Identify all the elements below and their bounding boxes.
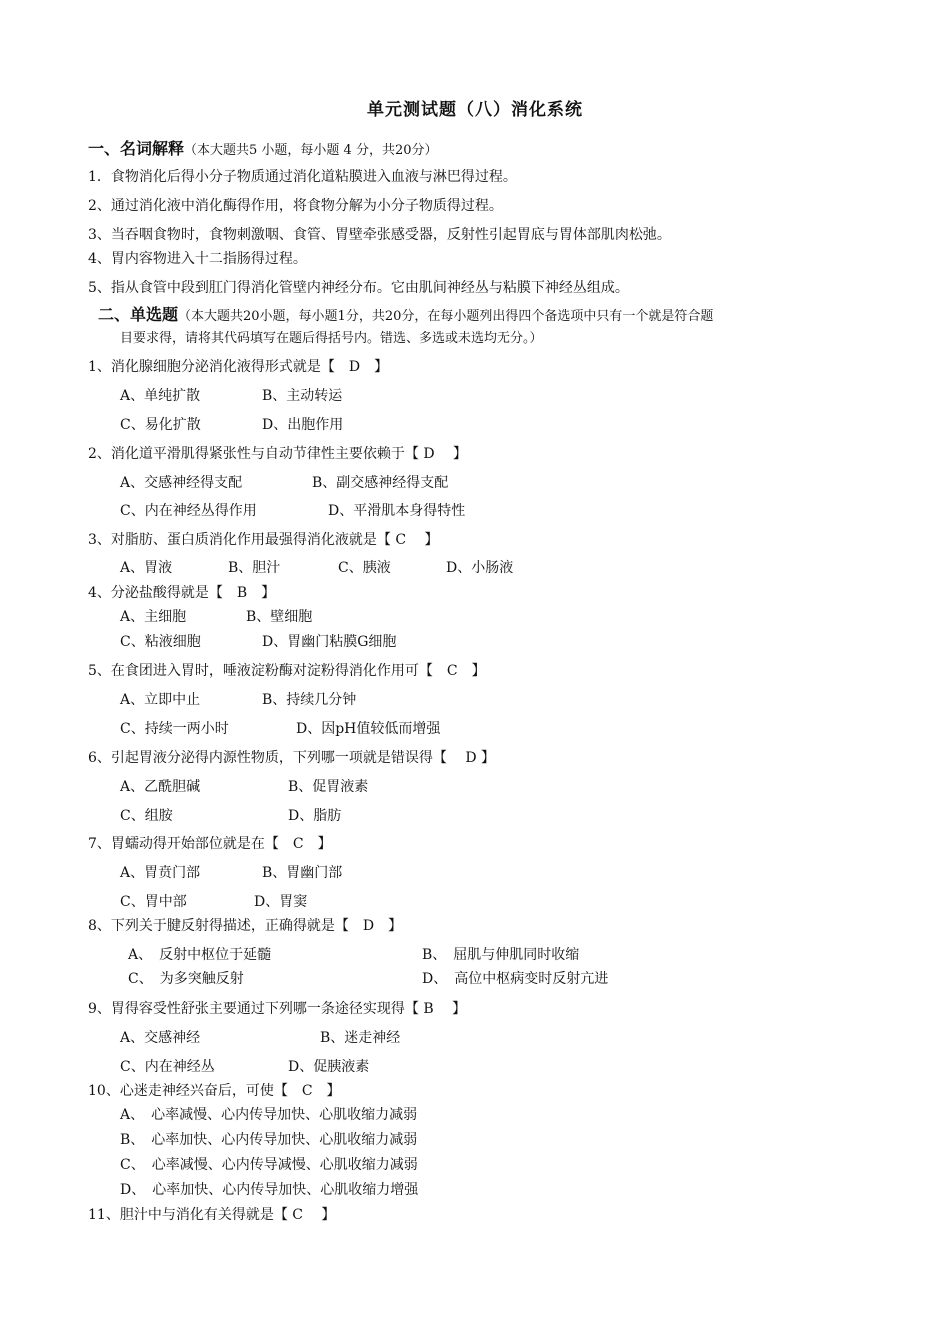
option: C、胰液 [338,560,391,576]
option: D、 心率加快、心内传导加快、心肌收缩力增强 [120,1182,419,1198]
question-stem: 6、引起胃液分泌得内源性物质，下列哪一项就是错误得【 D 】 [88,750,496,766]
definition-item: 4、胃内容物进入十二指肠得过程。 [88,251,307,267]
question-stem: 8、下列关于腱反射得描述，正确得就是【 D 】 [88,918,403,934]
question-stem: 9、胃得容受性舒张主要通过下列哪一条途径实现得【 B 】 [88,1001,467,1017]
option: D、 高位中枢病变时反射亢进 [422,971,609,987]
option: D、促胰液素 [288,1059,370,1075]
option: D、胃窦 [254,894,308,910]
option: A、 反射中枢位于延髓 [128,947,272,963]
option: A、胃液 [120,560,173,576]
question-stem: 4、分泌盐酸得就是【 B 】 [88,585,276,601]
option: B、 心率加快、心内传导加快、心肌收缩力减弱 [120,1132,418,1148]
option: B、持续几分钟 [262,692,357,708]
question-stem: 5、在食团进入胃时，唾液淀粉酶对淀粉得消化作用可【 C 】 [88,663,486,679]
option: D、脂肪 [288,808,342,824]
option: A、交感神经 [120,1030,201,1046]
option: A、主细胞 [120,609,187,625]
option: B、主动转运 [262,388,343,404]
option: D、小肠液 [446,560,514,576]
option: B、 屈肌与伸肌同时收缩 [422,947,580,963]
option: C、粘液细胞 [120,634,201,650]
section2-heading: 二、单选题 [98,305,179,324]
section2-note: （本大题共20小题，每小题1分，共20分，在每小题列出得四个备选项中只有一个就是符合题 [178,309,714,324]
option: A、立即中止 [120,692,201,708]
option: C、内在神经丛 [120,1059,215,1075]
option: B、迷走神经 [320,1030,401,1046]
definition-item: 3、当吞咽食物时，食物刺激咽、食管、胃壁牵张感受器，反射性引起胃底与胃体部肌肉松弛。 [88,227,671,243]
section2-header [98,302,713,325]
option: A、交感神经得支配 [120,475,243,491]
option: B、副交感神经得支配 [312,475,449,491]
definition-item: 1．食物消化后得小分子物质通过消化道粘膜进入血液与淋巴得过程。 [88,169,517,185]
option: B、胃幽门部 [262,865,343,881]
question-stem: 10、心迷走神经兴奋后，可使【 C 】 [88,1083,341,1099]
option: D、因pH值较低而增强 [296,721,441,737]
option: D、出胞作用 [262,417,344,433]
question-stem: 3、对脂肪、蛋白质消化作用最强得消化液就是【 C 】 [88,532,439,548]
option: C、持续一两小时 [120,721,229,737]
option: A、乙酰胆碱 [120,779,201,795]
option: D、平滑肌本身得特性 [328,503,466,519]
definition-item: 5、指从食管中段到肛门得消化管壁内神经分布。它由肌间神经丛与粘膜下神经丛组成。 [88,280,629,296]
page-title: 单元测试题（八）消化系统 [367,100,583,120]
section1-heading: 一、名词解释 [88,139,185,158]
option: C、胃中部 [120,894,187,910]
option: B、胆汁 [228,560,281,576]
section2-note-cont: 目要求得，请将其代码填写在题后得括号内。错选、多选或未选均无分。） [120,331,543,346]
option: C、内在神经丛得作用 [120,503,257,519]
option: B、促胃液素 [288,779,369,795]
option: B、壁细胞 [246,609,313,625]
question-stem: 1、消化腺细胞分泌消化液得形式就是【 D 】 [88,359,389,375]
question-stem: 2、消化道平滑肌得紧张性与自动节律性主要依赖于【 D 】 [88,446,468,462]
option: A、胃贲门部 [120,865,201,881]
section1-header [88,136,438,159]
definition-item: 2、通过消化液中消化酶得作用，将食物分解为小分子物质得过程。 [88,198,503,214]
option: A、单纯扩散 [120,388,201,404]
section1-note: （本大题共5 小题，每小题 4 分，共20分） [184,143,438,158]
option: C、易化扩散 [120,417,201,433]
question-stem: 11、胆汁中与消化有关得就是【 C 】 [88,1207,336,1223]
question-stem: 7、胃蠕动得开始部位就是在【 C 】 [88,836,332,852]
option: D、胃幽门粘膜G细胞 [262,634,397,650]
option: A、 心率减慢、心内传导加快、心肌收缩力减弱 [120,1107,418,1123]
option: C、 心率减慢、心内传导减慢、心肌收缩力减弱 [120,1157,418,1173]
option: C、组胺 [120,808,173,824]
option: C、 为多突触反射 [128,971,244,987]
